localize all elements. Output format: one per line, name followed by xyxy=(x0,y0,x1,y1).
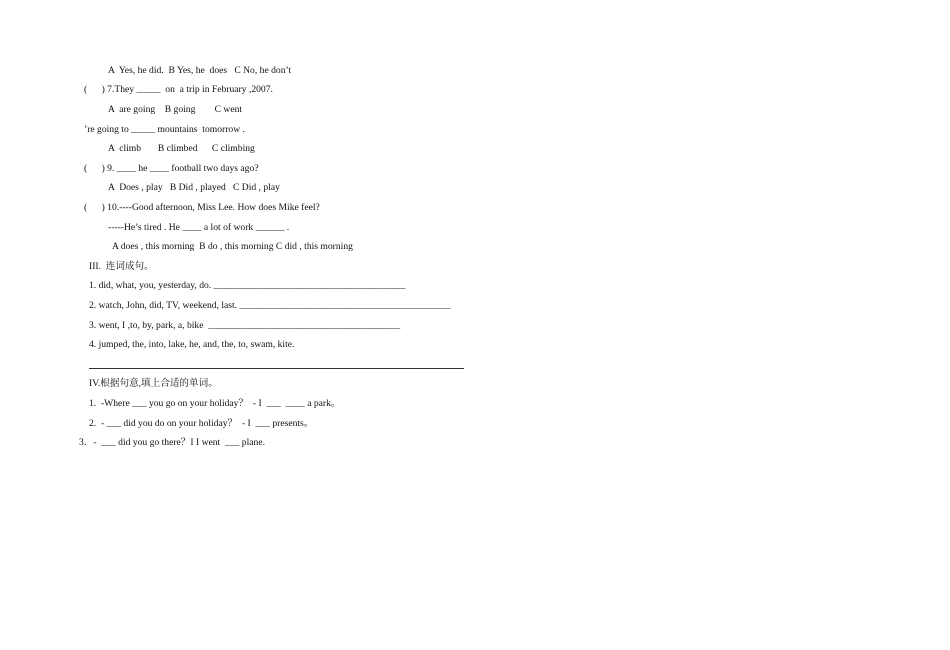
section-4-item-2: 2. - ___ did you do on your holiday？ - I ___ presents。 xyxy=(89,418,314,429)
section-3-item-1: 1. did, what, you, yesterday, do. ________________________________________ xyxy=(89,280,406,291)
q8-options: A climb B climbed C climbing xyxy=(108,143,255,154)
q9-options: A Does , play B Did , played C Did , play xyxy=(108,182,280,193)
q9-stem: ( ) 9. ____ he ____ football two days ago? xyxy=(84,163,259,174)
q10-stem: ( ) 10.----Good afternoon, Miss Lee. How does Mike feel? xyxy=(84,202,320,213)
section-4-title: IV.根据句意,填上合适的单词。 xyxy=(89,378,218,389)
q10-options: A does , this morning B do , this morning C did , this morning xyxy=(112,241,353,252)
section-4-item-3: 3．- ___ did you go there？I I went ___ plane. xyxy=(79,437,265,448)
q7-stem: ( ) 7.They _____ on a trip in February ,2007. xyxy=(84,84,273,95)
q6-options: A Yes, he did. B Yes, he does C No, he don’t xyxy=(108,65,292,76)
section-3-item-4: 4. jumped, the, into, lake, he, and, the, to, swam, kite. xyxy=(89,339,295,350)
section-3-item-2: 2. watch, John, did, TV, weekend, last. ____________________________________________ xyxy=(89,300,451,311)
section-4-item-1: 1. -Where ___ you go on your holiday？ - I ___ ____ a park。 xyxy=(89,398,341,409)
answer-line-divider xyxy=(89,368,464,369)
section-3-title: III. 连词成句。 xyxy=(89,261,154,272)
q8-stem: ’re going to _____ mountains tomorrow . xyxy=(84,124,245,135)
q7-options: A are going B going C went xyxy=(108,104,243,115)
section-3-item-3: 3. went, I ,to, by, park, a, bike ________________________________________ xyxy=(89,320,401,331)
q10-answer-line: -----He’s tired . He ____ a lot of work ______ . xyxy=(108,222,290,233)
